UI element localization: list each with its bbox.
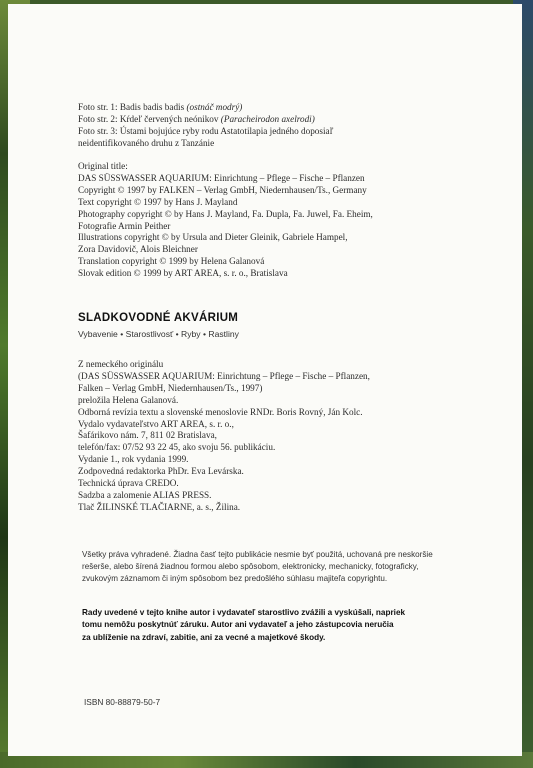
original-line: Zora Davidovič, Alois Bleichner bbox=[78, 244, 198, 255]
rights-line: rešerše, alebo šírená žiadnou formou alebo spôsobom, elektronicky, mechanicky, fotograficky, bbox=[82, 562, 419, 572]
photo-credit-line bbox=[78, 102, 333, 114]
disclaimer-line: tomu nemôžu poskytnúť záruku. Autor ani vydavateľ a jeho zástupcovia neručia bbox=[82, 620, 394, 630]
imprint-line: Vydalo vydavateľstvo ART AREA, s. r. o., bbox=[78, 418, 234, 429]
credit-italic: (ostnáč modrý) bbox=[186, 102, 243, 112]
imprint-block bbox=[78, 359, 370, 514]
disclaimer-line: za ublíženie na zdraví, zabitie, ani za vecné a majetkové škody. bbox=[82, 632, 326, 642]
disclaimer-line: Rady uvedené v tejto knihe autor i vydavateľ starostlivo zvážili a vyskúšali, napriek bbox=[82, 608, 406, 617]
imprint-line: Tlač ŽILINSKÉ TLAČIARNE, a. s., Žilina. bbox=[78, 501, 241, 512]
photo-credit-line bbox=[78, 126, 333, 138]
page bbox=[8, 4, 522, 756]
imprint-line: Technická úprava CREDO. bbox=[78, 478, 179, 489]
credit-italic: (Paracheirodon axelrodi) bbox=[220, 113, 315, 124]
imprint-line: Sadzba a zalomenie ALIAS PRESS. bbox=[78, 489, 212, 500]
original-line: Original title: bbox=[78, 161, 128, 171]
imprint-line: telefón/fax: 07/52 93 22 45, ako svoju 56. publikáciu. bbox=[78, 442, 276, 453]
original-line: Illustrations copyright © by Ursula and Dieter Gleinik, Gabriele Hampel, bbox=[78, 232, 348, 243]
imprint-line: Zodpovedná redaktorka PhDr. Eva Levárska. bbox=[78, 466, 244, 477]
imprint-line: (DAS SÜSSWASSER AQUARIUM: Einrichtung – Pflege – Fische – Pflanzen, bbox=[78, 370, 370, 381]
original-line: Copyright © 1997 by FALKEN – Verlag GmbH, Niedernhausen/Ts., Germany bbox=[78, 184, 367, 195]
book-title: SLADKOVODNÉ AKVÁRIUM bbox=[78, 312, 239, 324]
imprint-line: Z nemeckého originálu bbox=[78, 359, 164, 369]
disclaimer bbox=[82, 607, 405, 644]
book-subtitle: Vybavenie • Starostlivosť • Ryby • Rastliny bbox=[78, 329, 239, 339]
imprint-line: preložila Helena Galanová. bbox=[78, 394, 179, 405]
imprint-line: Falken – Verlag GmbH, Niedernhausen/Ts., 1997) bbox=[78, 382, 263, 393]
rights-notice bbox=[82, 549, 433, 586]
photo-credits bbox=[78, 102, 333, 150]
isbn: ISBN 80-88879-50-7 bbox=[84, 697, 161, 707]
credit-text: Foto str. 1: Badis badis badis bbox=[78, 102, 187, 112]
credit-text: Foto str. 2: Kŕdeľ červených neónikov bbox=[78, 113, 221, 124]
credit-text: Foto str. 3: Ústami bojujúce ryby rodu Astatotilapia jedného doposiaľ bbox=[78, 125, 334, 136]
imprint-line: Šafárikovo nám. 7, 811 02 Bratislava, bbox=[78, 430, 217, 441]
original-line: Translation copyright © 1999 by Helena Galanová bbox=[78, 256, 265, 267]
imprint-line: Vydanie 1., rok vydania 1999. bbox=[78, 454, 189, 465]
original-line: Fotografie Armin Peither bbox=[78, 220, 171, 231]
original-title-block bbox=[78, 161, 373, 280]
original-line: Photography copyright © by Hans J. Mayland, Fa. Dupla, Fa. Juwel, Fa. Eheim, bbox=[78, 208, 373, 219]
rights-line: zvukovým záznamom či iným spôsobom bez predošlého súhlasu majiteľa copyrightu. bbox=[82, 574, 388, 584]
photo-credit-line bbox=[78, 138, 333, 150]
original-line: DAS SÜSSWASSER AQUARIUM: Einrichtung – Pflege – Fische – Pflanzen bbox=[78, 172, 365, 183]
photo-credit-line bbox=[78, 114, 333, 126]
rights-line: Všetky práva vyhradené. Žiadna časť tejto publikácie nesmie byť použitá, uchovaná pre neskoršie bbox=[82, 550, 433, 559]
original-line: Slovak edition © 1999 by ART AREA, s. r. o., Bratislava bbox=[78, 268, 288, 279]
original-line: Text copyright © 1997 by Hans J. Mayland bbox=[78, 196, 238, 207]
imprint-line: Odborná revízia textu a slovenské menoslovie RNDr. Boris Rovný, Ján Kolc. bbox=[78, 406, 363, 417]
credit-text: neidentifikovaného druhu z Tanzánie bbox=[78, 137, 215, 148]
